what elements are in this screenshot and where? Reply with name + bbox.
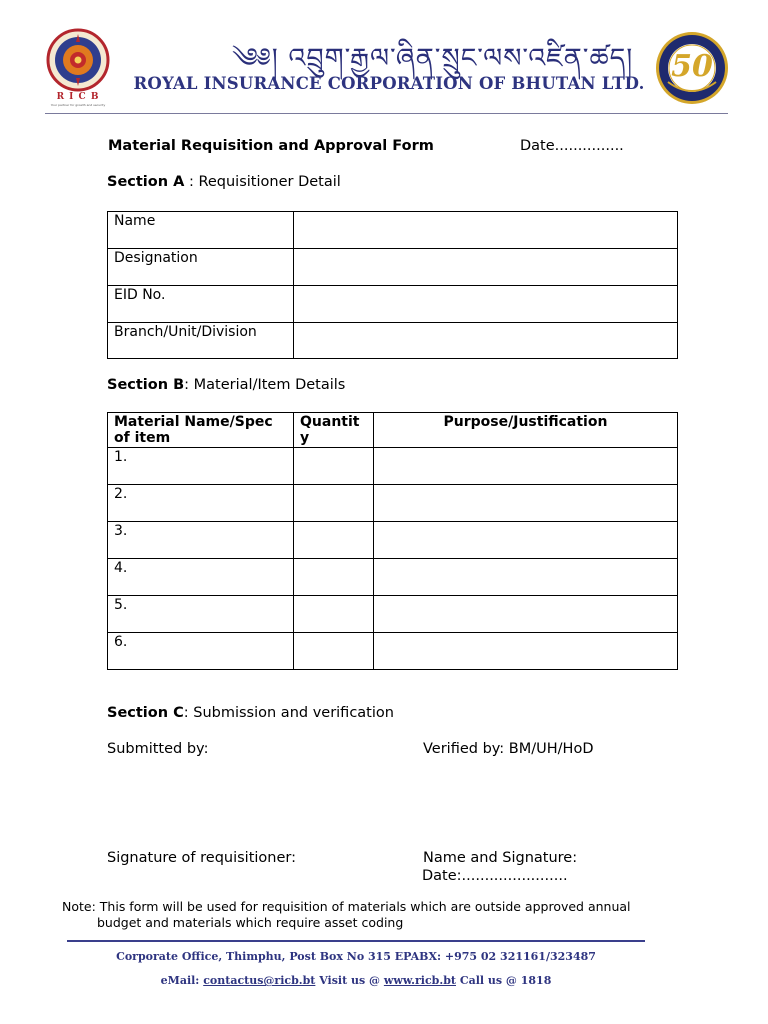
footer-contact xyxy=(0,974,712,987)
tibetan-company-name: ༄༅། འབྲུག་རྒྱལ་ཞིན་སྲུང་ལས་འཛིན་ཚད། xyxy=(232,43,634,74)
form-note xyxy=(62,899,662,931)
quantity-cell[interactable] xyxy=(294,559,374,596)
footer-divider xyxy=(67,940,645,942)
note-line-1: This form will be used for requisition of materials which are outside approved annual xyxy=(95,899,631,914)
ricb-logo xyxy=(42,28,114,108)
col-header-quantity: Quantit y xyxy=(294,413,374,448)
row-label-designation: Designation xyxy=(108,249,294,286)
purpose-cell[interactable] xyxy=(374,485,678,522)
designation-field[interactable] xyxy=(294,249,678,286)
item-number[interactable]: 1. xyxy=(108,448,294,485)
item-number[interactable]: 2. xyxy=(108,485,294,522)
footer-email-label: eMail: xyxy=(160,974,204,987)
signature-requisitioner-label: Signature of requisitioner: xyxy=(107,850,297,866)
branch-field[interactable] xyxy=(294,323,678,359)
section-c-label: Section C xyxy=(107,705,184,721)
row-label-eid: EID No. xyxy=(108,286,294,323)
name-signature-label: Name and Signature: xyxy=(423,850,578,866)
footer-address: Corporate Office, Thimphu, Post Box No 315 EPABX: +975 02 321161/323487 xyxy=(116,950,596,963)
website-link[interactable]: www.ricb.bt xyxy=(383,974,456,987)
verifier-date-label: Date:....................... xyxy=(422,868,568,884)
purpose-cell[interactable] xyxy=(374,522,678,559)
material-items-table xyxy=(107,412,678,670)
table-row xyxy=(108,633,678,670)
quantity-cell[interactable] xyxy=(294,485,374,522)
table-row xyxy=(108,522,678,559)
email-link[interactable]: contactus@ricb.bt xyxy=(203,974,316,987)
form-title: Material Requisition and Approval Form xyxy=(108,138,434,154)
item-number[interactable]: 5. xyxy=(108,596,294,633)
footer-call-label: Call us @ 1818 xyxy=(455,974,552,987)
anniversary-number: 50 xyxy=(671,49,713,84)
table-row xyxy=(108,596,678,633)
purpose-cell[interactable] xyxy=(374,559,678,596)
section-b-subheading: : Material/Item Details xyxy=(184,377,346,393)
purpose-cell[interactable] xyxy=(374,596,678,633)
footer-visit-label: Visit us @ xyxy=(315,974,384,987)
requisitioner-table xyxy=(107,211,678,359)
col-header-material: Material Name/Spec of item xyxy=(108,413,294,448)
quantity-cell[interactable] xyxy=(294,596,374,633)
purpose-cell[interactable] xyxy=(374,633,678,670)
quantity-cell[interactable] xyxy=(294,522,374,559)
section-a-subheading: : Requisitioner Detail xyxy=(184,174,341,190)
table-row xyxy=(108,448,678,485)
submitted-by-label: Submitted by: xyxy=(107,741,209,757)
company-name: ROYAL INSURANCE CORPORATION OF BHUTAN LTD. xyxy=(133,74,645,93)
header-divider xyxy=(45,113,728,114)
quantity-cell[interactable] xyxy=(294,448,374,485)
table-row xyxy=(108,485,678,522)
item-number[interactable]: 6. xyxy=(108,633,294,670)
section-a-heading xyxy=(107,174,341,190)
quantity-cell[interactable] xyxy=(294,633,374,670)
section-a-label: Section A xyxy=(107,174,185,190)
row-label-branch: Branch/Unit/Division xyxy=(108,323,294,359)
name-field[interactable] xyxy=(294,212,678,249)
logo-left-text: R I C B xyxy=(56,92,100,102)
table-row xyxy=(108,559,678,596)
item-number[interactable]: 3. xyxy=(108,522,294,559)
note-prefix: Note: xyxy=(62,899,96,914)
section-c-heading xyxy=(107,705,394,721)
section-b-heading xyxy=(107,377,345,393)
anniversary-logo xyxy=(654,30,730,106)
row-label-name: Name xyxy=(108,212,294,249)
section-c-subheading: : Submission and verification xyxy=(183,705,394,721)
logo-left-tagline: Your partner for growth and security xyxy=(50,103,106,107)
verified-by-label: Verified by: BM/UH/HoD xyxy=(423,741,594,757)
purpose-cell[interactable] xyxy=(374,448,678,485)
date-label: Date............... xyxy=(520,138,624,154)
note-line-2: budget and materials which require asset coding xyxy=(97,915,404,930)
section-b-label: Section B xyxy=(107,377,185,393)
eid-field[interactable] xyxy=(294,286,678,323)
item-number[interactable]: 4. xyxy=(108,559,294,596)
col-header-purpose: Purpose/Justification xyxy=(374,413,678,448)
